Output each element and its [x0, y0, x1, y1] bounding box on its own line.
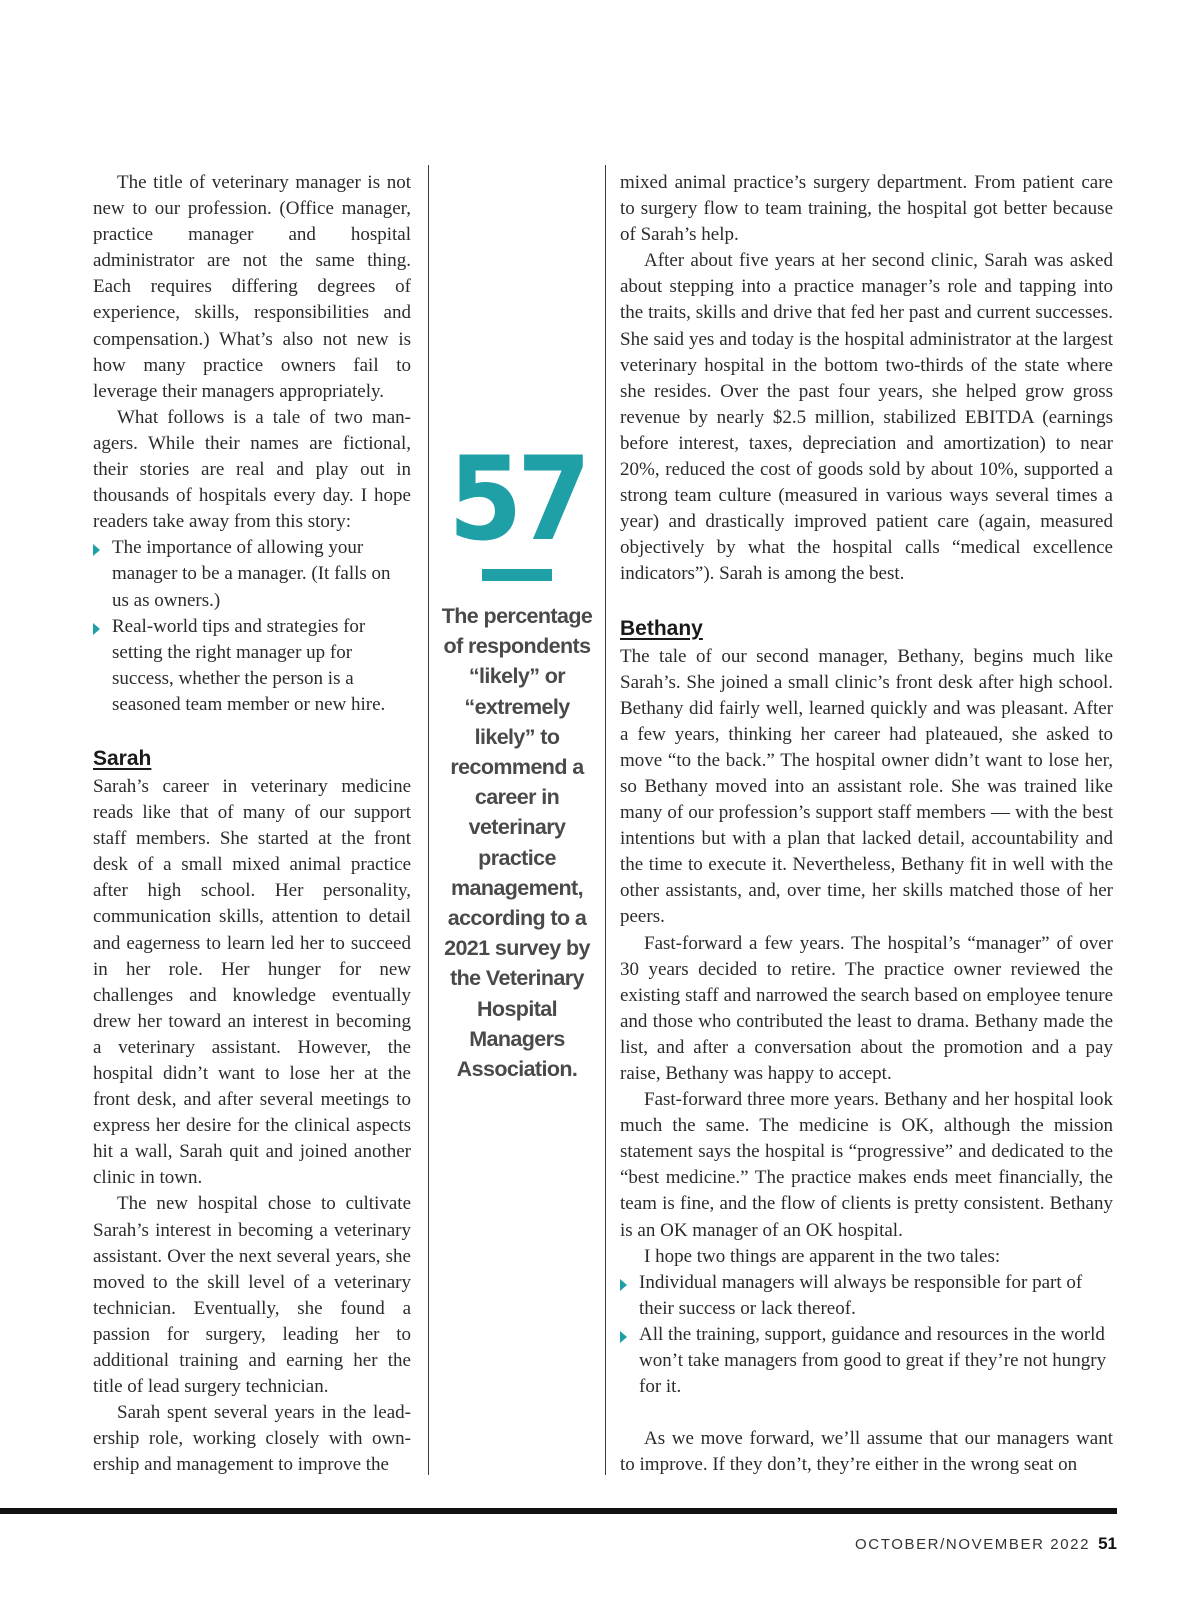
triangle-bullet-icon — [93, 623, 100, 635]
column-divider-left — [428, 165, 429, 1475]
list-item-text: All the training, support, guidance and resources in the world won’t take managers from good to great if they’re not hungry for it. — [639, 1323, 1107, 1398]
page-footer — [855, 1534, 1117, 1554]
right-column — [620, 170, 1113, 1478]
bethany-paragraph-1: The tale of our second manager, Bethany, begins much like Sarah’s. She joined a small clinic’s front desk after high school. Bethany did fairly well, learned quickly and was pleasant. After a few years, thinking her career had plateaued, she asked to move “to the back.” The hospital owner didn’t want to lose her, so Bethany moved into an assistant role. She was trained like many of our profession’s support staff members — with the best intentions but with a plan that lacked detail, accountability and the time to execute it. Nevertheless, Bethany fit in well with the other assistants, and, over time, her skills matched those of her peers. — [620, 645, 1113, 928]
list-item — [620, 1322, 1113, 1400]
footer-rule — [0, 1508, 1117, 1514]
lessons-list — [620, 1270, 1113, 1400]
list-item — [93, 614, 411, 718]
closing-paragraph — [620, 1426, 1113, 1478]
bethany-heading: Bethany — [620, 616, 703, 640]
bethany-paragraph-3: Fast-forward three more years. Bethany and her hospital look much the same. The medicine is OK, although the mission statement says the hospital is “progressive” and dedicated to the “best medicine.” The practice makes ends meet financially, the team is fine, and the flow of clients is pretty consistent. Bethany is an OK manager of an OK hospital. — [620, 1089, 1113, 1241]
stat-number: 57 — [448, 432, 586, 567]
triangle-bullet-icon — [620, 1331, 627, 1343]
list-item-text: Individual managers will always be responsible for part of their success or lack thereof. — [639, 1271, 1083, 1319]
page-number: 51 — [1098, 1534, 1117, 1553]
triangle-bullet-icon — [620, 1279, 627, 1291]
sarah-heading: Sarah — [93, 746, 152, 770]
issue-date: OCTOBER/NOVEMBER 2022 — [855, 1536, 1091, 1553]
intro-paragraph-1: The title of veterinary manager is not new to our profession. (Office manager, practice manager and hospital administrator are not the same thing. Each requires differing degrees of experience, skills, responsibilities and compensation.) What’s also not new is how many practice owners fail to leverage their managers appropriately. — [93, 172, 411, 402]
stat-sidebar — [440, 432, 594, 1084]
lessons-intro: I hope two things are apparent in the two tales: — [644, 1245, 1001, 1267]
left-column — [93, 170, 411, 1479]
bethany-paragraph-2: Fast-forward a few years. The hospital’s “manager” of over 30 years decided to retire. The practice owner reviewed the existing staff and narrowed the search based on employee tenure and those who contributed the least to drama. Bethany made the list, and after a conversation about the promotion and a pay raise, Bethany was happy to accept. — [620, 932, 1113, 1084]
triangle-bullet-icon — [93, 544, 100, 556]
sarah-paragraph-3: Sarah spent several years in the leadership role, working closely with ownership and management to improve the — [93, 1402, 411, 1476]
intro-paragraph-2: What follows is a tale of two managers. While their names are fictional, their stories are real and play out in thousands of hospitals every day. I hope readers take away from this story: — [93, 406, 411, 533]
list-item-text: Real-world tips and strategies for setting the right manager up for success, whether the person is a seasoned team member or new hire. — [112, 615, 386, 715]
list-item — [93, 535, 411, 613]
list-item — [620, 1270, 1113, 1322]
closing-paragraph-text: As we move forward, we’ll assume that our managers want to improve. If they don’t, they’re either in the wrong seat on — [620, 1428, 1113, 1476]
sarah-paragraph-3-continued: mixed animal practice’s surgery department. From patient care to surgery flow to team training, the hospital got better because of Sarah’s help. — [620, 172, 1113, 246]
sarah-paragraph-4: After about five years at her second clinic, Sarah was asked about stepping into a practice manager’s role and tapping into the traits, skills and drive that fed her past and current successes. She said yes and today is the hospital administrator at the largest veterinary hospital in the bottom two-thirds of the state where she resides. Over the past four years, she helped grow gross revenue by nearly $2.5 million, stabilized EBITDA (earnings before interest, taxes, depreciation and amortization) to near 20%, reduced the cost of goods sold by about 10%, supported a strong team culture (measured in various ways several times a year) and drastically improved patient care (again, measured objectively by what the hospital calls “medical excellence indicators”). Sarah is among the best. — [620, 250, 1113, 585]
sarah-paragraph-1: Sarah’s career in veterinary medicine reads like that of many of our support staff members. She started at the front desk of a small mixed animal practice after high school. Her personality, communication skills, attention to detail and eagerness to learn led her to succeed in her role. Her hunger for new challenges and knowledge eventually drew her toward an interest in becoming a veterinary assistant. However, the hospital didn’t want to lose her at the front desk, and after several meetings to express her desire for the clinical aspects hit a wall, Sarah quit and joined another clinic in town. — [93, 775, 411, 1189]
list-item-text: The importance of allowing your manager to be a manager. (It falls on us as owners.) — [112, 537, 391, 611]
takeaways-list — [93, 535, 411, 718]
stat-caption: The percentage of respondents “likely” or “extremely likely” to recommend a career in veterinary practice management, according to a 2021 survey by the Veterinary Hospital Managers Association. — [441, 604, 593, 1082]
sarah-paragraph-2: The new hospital chose to cultivate Sarah’s interest in becoming a veterinary assistant. Over the next several years, she moved to the skill level of a veterinary technician. Eventually, she found a passion for surgery, leading her to additional training and earning her the title of lead surgery technician. — [93, 1193, 411, 1398]
column-divider-right — [605, 165, 606, 1475]
stat-accent-bar — [482, 569, 552, 581]
